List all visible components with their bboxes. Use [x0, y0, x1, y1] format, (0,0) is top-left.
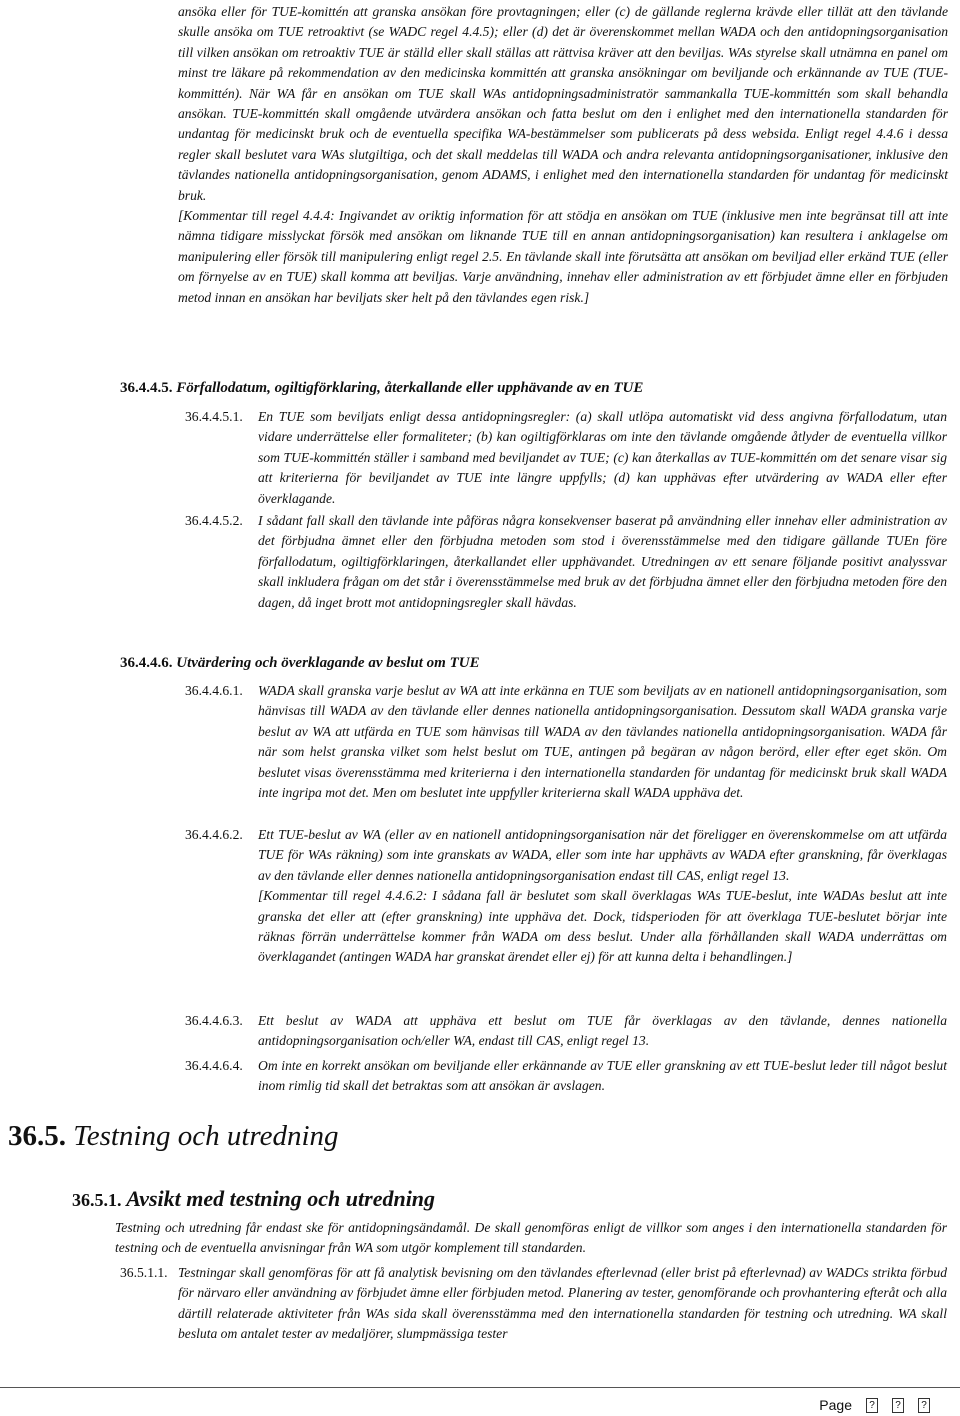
item-text: En TUE som beviljats enligt dessa antidopningsregler: (a) skall utlöpa automatiskt vid dess angivna förfallodatum, utan vidare underrättelse eller formaliteter; (b) kan ogiltigförklaras om inte den tävlande omgående åtlyder de eventuella villkor som TUE-kommittén ställer i samband med beviljandet av TUE; (c) kan återkallas av TUE-kommittén om det senare visar sig att kriterierna för beviljandet av TUE inte längre uppfylls; (d) kan upphävas efter utvärdering av WADA eller efter överklagande.	[258, 409, 947, 506]
page-number-glyph: ?	[866, 1398, 878, 1413]
section-title: Utvärdering och överklagande av beslut om TUE	[176, 655, 480, 671]
section-heading	[120, 380, 643, 397]
subchapter-title: Avsikt med testning och utredning	[126, 1186, 436, 1211]
intro-paragraph: Testning och utredning får endast ske för antidopningsändamål. De skall genomföras enligt de villkor som anges i den internationella standarden för testning och de eventuella anvisningar från WA som utgör komplement till standarden.	[115, 1220, 947, 1256]
item-text: Ett TUE-beslut av WA (eller av en nationell antidopningsorganisation när det föreligger en överenskommelse om att utfärda TUE för WAs räkning) som inte granskats av WADA, eller som inte har upphävts av WADA efter granskning, får överklagas av den tävlande eller dennes nationella antidopningsorganisation endast till CAS, enligt regel 13.	[258, 827, 947, 883]
list-item	[185, 407, 947, 509]
item-number: 36.4.4.6.4.	[185, 1058, 243, 1073]
list-item	[185, 1011, 947, 1052]
item-text: Ett beslut av WADA att upphäva ett beslut om TUE får överklagas av den tävlande, dennes nationella antidopningsorganisation och/eller WA, endast till CAS, enligt regel 13.	[258, 1013, 947, 1049]
section-title: Förfallodatum, ogiltigförklaring, återkallande eller upphävande av en TUE	[176, 380, 644, 396]
item-number: 36.4.4.5.1.	[185, 409, 243, 424]
item-text: WADA skall granska varje beslut av WA att inte erkänna en TUE som beviljats av en nationell antidopningsorganisation, som hänvisas till WADA av den tävlande eller dennes nationella antidopningsorganisation. Dessutom skall WADA granska varje beslut av WA att utfärda en TUE som hänvisas till WADA av den tävlandes nationella antidopningsorganisation. WADA får när som helst granska vilket som helst beslut om TUE, antingen på begäran av någon berörd, eller efter eget skön. Om beslutet visas överensstämma med kriterierna i den internationella standarden för undantag för medicinskt bruk skall WADA inte ingripa mot det. Men om beslutet inte uppfyller kriterierna skall WADA upphäva det.	[258, 683, 947, 801]
chapter-heading	[8, 1120, 339, 1153]
continuation-paragraph: ansöka eller för TUE-komittén att granska ansökan före provtagningen; eller (c) de gällande reglerna krävde eller tillät att den tävlande skulle ansöka om TUE retroaktivt (se WADC regel 4.4.5); eller (d) det är överenskommet mellan WADA och den antidopningsorganisation till vilken ansökan om retroaktiv TUE är ställd eller skall ställas att rättvisa kräver att den beviljas. WAs styrelse skall utnämna en panel om minst tre läkare på rekommendation av den medicinska kommittén att granska ansökningar om beviljande och erkännande av TUE (TUE-kommittén). När WA får en ansökan om TUE skall WAs antidopningsadministratör sammankalla TUE-kommittén som skall behandla ansökan. TUE-kommittén skall omgående utvärdera ansökan och fatta beslut om den i enlighet med den internationella standarden för undantag för medicinskt bruk och de eventuella specifika WA-bestämmelser som publicerats på dess websida. Enligt regel 4.4.6 i dessa regler skall beslutet vara WAs slutgiltiga, och det skall meddelas till WADA och andra relevanta antidopningsorganisationer, inklusive den tävlandes nationella antidopningsorganisation, genom ADAMS, i enlighet med den internationella standarden för undantag för medicinskt bruk.	[178, 4, 948, 203]
footer-divider	[0, 1387, 960, 1388]
item-number: 36.5.1.1.	[120, 1265, 168, 1280]
item-number: 36.4.4.6.1.	[185, 683, 243, 698]
subchapter-heading	[72, 1186, 435, 1212]
list-item	[185, 1056, 947, 1097]
section-heading	[120, 655, 480, 672]
item-number: 36.4.4.6.2.	[185, 827, 243, 842]
page-number-glyph: ?	[892, 1398, 904, 1413]
item-text: Om inte en korrekt ansökan om beviljande eller erkännande av TUE eller granskning av ett TUE-beslut leder till något beslut inom rimlig tid skall det betraktas som att ansökan är avslagen.	[258, 1058, 947, 1094]
item-comment: [Kommentar till regel 4.4.6.2: I sådana fall är beslutet som skall överklagas WAs TUE-beslut, inte WADAs beslut att inte granska det eller att (efter granskning) inte upphäva det. Dock, tidsperioden för att överklaga TUE-beslutet börjar inte räknas förrän underrättelse kommer från WADA om dess beslut. Under alla förhållanden skall WADA underrättas om överklagandet (antingen WADA har granskat ärendet eller ej) för att kunna delta i behandlingen.]	[258, 888, 947, 965]
page-label: Page	[819, 1397, 852, 1413]
chapter-title: Testning och utredning	[73, 1120, 339, 1152]
list-item	[185, 681, 947, 803]
comment-paragraph: [Kommentar till regel 4.4.4: Ingivandet av oriktig information för att stödja en ansökan om TUE (inklusive men inte begränsat till att inte nämna tidigare misslyckat försök med ansökan om liknande TUE till en annan antidopningsorganisation) kan resultera i anklagelse om manipulering eller försök till manipulering enligt regel 2.5. En tävlande skall inte förutsätta att ansökan om beviljad eller erkänd TUE (eller om förnyelse av en TUE) skall komma att beviljas. Varje användning, innehav eller administration av ett förbjudet ämne eller en förbjuden metod innan en ansökan har beviljats sker helt på den tävlandes egen risk.]	[178, 208, 948, 305]
subchapter-number: 36.5.1.	[72, 1190, 122, 1210]
list-item	[185, 825, 947, 968]
list-item	[120, 1263, 947, 1345]
item-number: 36.4.4.5.2.	[185, 513, 243, 528]
section-number: 36.4.4.6.	[120, 655, 173, 671]
item-text: I sådant fall skall den tävlande inte påföras några konsekvenser baserat på användning eller innehav eller administration av det förbjudna ämnet eller den förbjudna metoden som stod i överensstämmelse med den tidigare gällande TUEn före förfallodatum, ogiltigförklaringen, återkallandet eller upphävandet. Utredningen av ett senare följande positivt analyssvar skall inkludera frågan om det står i överensstämmelse med bruk av det förbjudna ämnet eller den förbjudna metoden före den dagen, då inget brott mot antidopningsregler skall hävdas.	[258, 513, 947, 610]
chapter-number: 36.5.	[8, 1120, 66, 1152]
page-number-glyph: ?	[918, 1398, 930, 1413]
item-number: 36.4.4.6.3.	[185, 1013, 243, 1028]
page-footer	[819, 1397, 930, 1413]
continuation-block	[178, 2, 948, 308]
item-text: Testningar skall genomföras för att få analytisk bevisning om den tävlandes efterlevnad (eller brist på efterlevnad) av WADCs strikta förbud för närvaro eller användning av förbjudet ämne eller förbjuden metod. Planering av tester, genomförande och provhantering efteråt och alla därtill relaterade aktiviteter från WAs sida skall överensstämma med den internationella standarden för testning och utredning. WA skall besluta om antalet tester av medaljörer, slumpmässiga tester	[178, 1265, 947, 1342]
list-item	[185, 511, 947, 613]
section-number: 36.4.4.5.	[120, 380, 173, 396]
